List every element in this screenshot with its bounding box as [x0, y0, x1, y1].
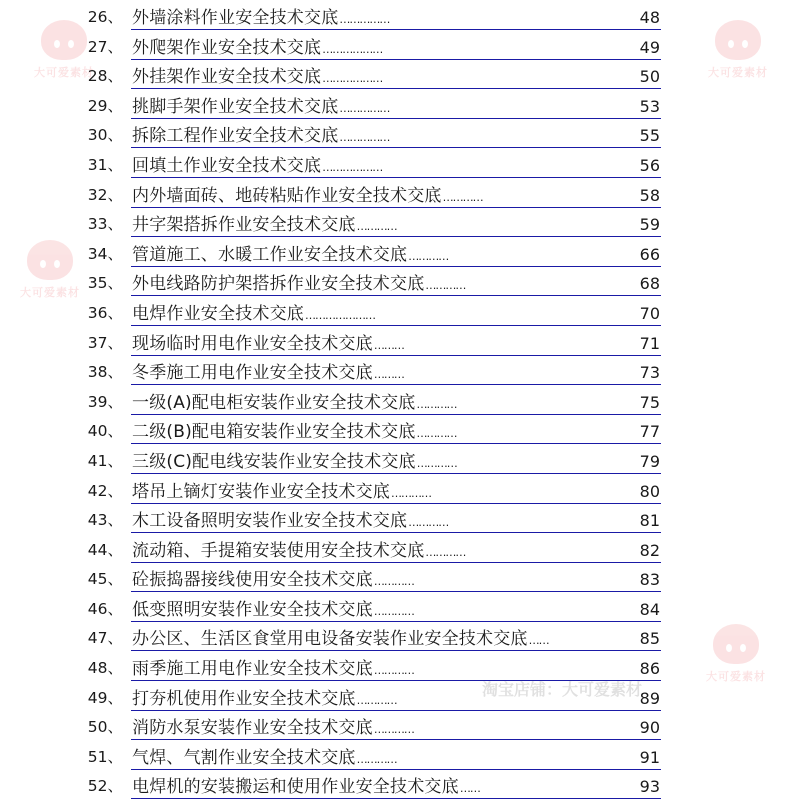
dot-leader: ………… [408, 516, 449, 530]
page-number: 85 [639, 629, 660, 649]
toc-link[interactable] [131, 655, 661, 681]
page-number: 59 [639, 215, 660, 235]
toc-entry [0, 92, 800, 122]
page-number: 73 [639, 363, 660, 383]
dot-leader: ………… [416, 427, 457, 441]
toc-link[interactable] [131, 34, 661, 60]
toc-entry [0, 121, 800, 151]
page-number: 89 [639, 688, 660, 708]
toc-link[interactable] [131, 122, 661, 148]
page-number: 70 [639, 303, 660, 323]
page-number: 56 [639, 155, 660, 175]
toc-entry [0, 536, 800, 566]
entry-number: 36、 [87, 303, 123, 322]
toc-link[interactable] [131, 566, 661, 592]
page-number: 66 [639, 244, 660, 264]
dot-leader: …… [459, 782, 480, 796]
dot-leader: ………… [416, 456, 457, 470]
toc-entry [0, 654, 800, 684]
dot-leader: ………… [373, 604, 414, 618]
entry-title: 电焊作业安全技术交底………………… [132, 303, 375, 324]
toc-entry [0, 62, 800, 92]
toc-entry [0, 743, 800, 773]
dot-leader: ………… [356, 693, 397, 707]
entry-number: 31、 [87, 155, 123, 174]
entry-number: 52、 [87, 777, 123, 796]
dot-leader: ………… [425, 545, 466, 559]
entry-number: 35、 [87, 274, 123, 293]
entry-number: 38、 [87, 363, 123, 382]
entry-title: 雨季施工用电作业安全技术交底………… [132, 659, 414, 680]
entry-number: 45、 [87, 570, 123, 589]
entry-title: 办公区、生活区食堂用电设备安装作业安全技术交底…… [132, 629, 549, 650]
toc-link[interactable] [131, 93, 661, 119]
dot-leader: ………… [356, 220, 397, 234]
page-number: 82 [639, 540, 660, 560]
page-number: 50 [639, 67, 660, 87]
toc-link[interactable] [131, 714, 661, 740]
dot-leader: ………………… [305, 308, 375, 322]
entry-number: 26、 [87, 8, 123, 26]
entry-number: 51、 [87, 747, 123, 766]
toc-link[interactable] [131, 389, 661, 415]
toc-entry [0, 358, 800, 388]
toc-link[interactable] [131, 300, 661, 326]
watermark-brand-text: 大可爱素材 [20, 286, 80, 299]
toc-entry [0, 151, 800, 181]
entry-title: 井字架搭拆作业安全技术交底………… [132, 215, 397, 236]
toc-entry [0, 595, 800, 625]
dot-leader: ……… [373, 368, 404, 382]
toc-link[interactable] [131, 744, 661, 770]
dot-leader: ……………… [322, 42, 383, 56]
entry-number: 29、 [87, 96, 123, 115]
entry-title: 木工设备照明安装作业安全技术交底………… [132, 511, 449, 532]
entry-title: 冬季施工用电作业安全技术交底……… [132, 363, 404, 384]
page-number: 77 [639, 422, 660, 442]
toc-entry [0, 477, 800, 507]
page-number: 55 [639, 126, 660, 146]
entry-title: 二级(B)配电箱安装作业安全技术交底………… [132, 422, 457, 443]
watermark-shop-text: 淘宝店铺：大可爱素材 [482, 680, 643, 699]
entry-number: 49、 [87, 688, 123, 707]
toc-link[interactable] [131, 270, 661, 296]
dot-leader: ……………… [322, 160, 383, 174]
page-number: 71 [639, 333, 660, 353]
toc-link[interactable] [131, 537, 661, 563]
toc-entry [0, 684, 800, 714]
entry-title: 砼振捣器接线使用安全技术交底………… [132, 570, 414, 591]
watermark-brand-text: 大可爱素材 [34, 66, 94, 79]
toc-entry [0, 713, 800, 743]
toc-link[interactable] [131, 418, 661, 444]
toc-entry [0, 210, 800, 240]
table-of-contents [0, 3, 800, 800]
dot-leader: ………… [425, 279, 466, 293]
entry-number: 41、 [87, 451, 123, 470]
page-number: 86 [639, 659, 660, 679]
toc-entry [0, 3, 800, 33]
entry-number: 48、 [87, 659, 123, 678]
entry-number: 30、 [87, 126, 123, 145]
dot-leader: ……………… [322, 72, 383, 86]
entry-title: 回填土作业安全技术交底……………… [132, 155, 383, 176]
page-number: 49 [639, 37, 660, 57]
page-number: 80 [639, 481, 660, 501]
page-number: 58 [639, 185, 660, 205]
entry-title: 流动箱、手提箱安装使用安全技术交底………… [132, 540, 466, 561]
page-number: 53 [639, 96, 660, 116]
toc-entry [0, 417, 800, 447]
entry-title: 外挂架作业安全技术交底……………… [132, 67, 383, 88]
entry-number: 28、 [87, 67, 123, 86]
entry-number: 50、 [87, 718, 123, 737]
toc-link[interactable] [131, 773, 661, 799]
page-number: 68 [639, 274, 660, 294]
entry-number: 34、 [87, 244, 123, 263]
toc-link[interactable] [131, 4, 661, 30]
dot-leader: ……… [373, 338, 404, 352]
toc-entry [0, 624, 800, 654]
page-number: 75 [639, 392, 660, 412]
entry-number: 44、 [87, 540, 123, 559]
page-number: 79 [639, 451, 660, 471]
toc-link[interactable] [131, 596, 661, 622]
entry-title: 外墙涂料作业安全技术交底…………… [132, 8, 390, 28]
page-number: 83 [639, 570, 660, 590]
entry-number: 33、 [87, 215, 123, 234]
toc-link[interactable] [131, 211, 661, 237]
toc-link[interactable] [131, 63, 661, 89]
entry-number: 47、 [87, 629, 123, 648]
toc-entry [0, 772, 800, 800]
toc-entry [0, 33, 800, 63]
toc-entry [0, 565, 800, 595]
dot-leader: ………… [356, 752, 397, 766]
dot-leader: ………… [373, 664, 414, 678]
page-number: 84 [639, 599, 660, 619]
entry-number: 39、 [87, 392, 123, 411]
page-number: 91 [639, 747, 660, 767]
entry-title: 三级(C)配电线安装作业安全技术交底………… [132, 451, 457, 472]
toc-entry [0, 388, 800, 418]
dot-leader: …………… [339, 131, 390, 145]
toc-entry [0, 240, 800, 270]
toc-entry [0, 269, 800, 299]
entry-title: 一级(A)配电柜安装作业安全技术交底………… [132, 392, 457, 413]
entry-number: 43、 [87, 511, 123, 530]
toc-link[interactable] [131, 685, 661, 711]
page-number: 81 [639, 511, 660, 531]
entry-number: 32、 [87, 185, 123, 204]
toc-link[interactable] [131, 359, 661, 385]
watermark-brand-text: 大可爱素材 [708, 66, 768, 79]
toc-entry [0, 181, 800, 211]
toc-entry [0, 329, 800, 359]
entry-number: 40、 [87, 422, 123, 441]
watermark-brand-text: 大可爱素材 [706, 670, 766, 683]
page-number: 90 [639, 718, 660, 738]
dot-leader: ………… [373, 575, 414, 589]
entry-title: 拆除工程作业安全技术交底…………… [132, 126, 390, 147]
page-number: 48 [639, 8, 660, 27]
toc-link[interactable] [131, 182, 661, 208]
entry-title: 低变照明安装作业安全技术交底………… [132, 599, 414, 620]
dot-leader: ………… [373, 723, 414, 737]
entry-number: 27、 [87, 37, 123, 56]
dot-leader: …………… [339, 13, 390, 26]
toc-link[interactable] [131, 448, 661, 474]
toc-entry [0, 447, 800, 477]
toc-entry [0, 299, 800, 329]
entry-title: 打夯机使用作业安全技术交底………… [132, 688, 397, 709]
toc-link[interactable] [131, 241, 661, 267]
entry-title: 气焊、气割作业安全技术交底………… [132, 747, 397, 768]
entry-title: 管道施工、水暖工作业安全技术交底………… [132, 244, 449, 265]
dot-leader: ………… [442, 190, 483, 204]
toc-link[interactable] [131, 330, 661, 356]
entry-title: 外爬架作业安全技术交底……………… [132, 37, 383, 58]
entry-title: 塔吊上镝灯安装作业安全技术交底………… [132, 481, 431, 502]
entry-title: 现场临时用电作业安全技术交底……… [132, 333, 404, 354]
dot-leader: …… [528, 634, 549, 648]
entry-number: 37、 [87, 333, 123, 352]
entry-number: 42、 [87, 481, 123, 500]
dot-leader: ………… [416, 397, 457, 411]
toc-link[interactable] [131, 507, 661, 533]
toc-link[interactable] [131, 152, 661, 178]
dot-leader: ………… [391, 486, 431, 500]
entry-number: 46、 [87, 599, 123, 618]
entry-title: 消防水泵安装作业安全技术交底………… [132, 718, 414, 739]
entry-title: 外电线路防护架搭拆作业安全技术交底………… [132, 274, 466, 295]
page-number: 93 [639, 777, 660, 797]
entry-title: 内外墙面砖、地砖粘贴作业安全技术交底………… [132, 185, 483, 206]
entry-title: 电焊机的安装搬运和使用作业安全技术交底…… [132, 777, 480, 798]
entry-title: 挑脚手架作业安全技术交底…………… [132, 96, 390, 117]
dot-leader: …………… [339, 101, 390, 115]
toc-link[interactable] [131, 625, 661, 651]
toc-link[interactable] [131, 478, 661, 504]
dot-leader: ………… [408, 249, 449, 263]
toc-entry [0, 506, 800, 536]
